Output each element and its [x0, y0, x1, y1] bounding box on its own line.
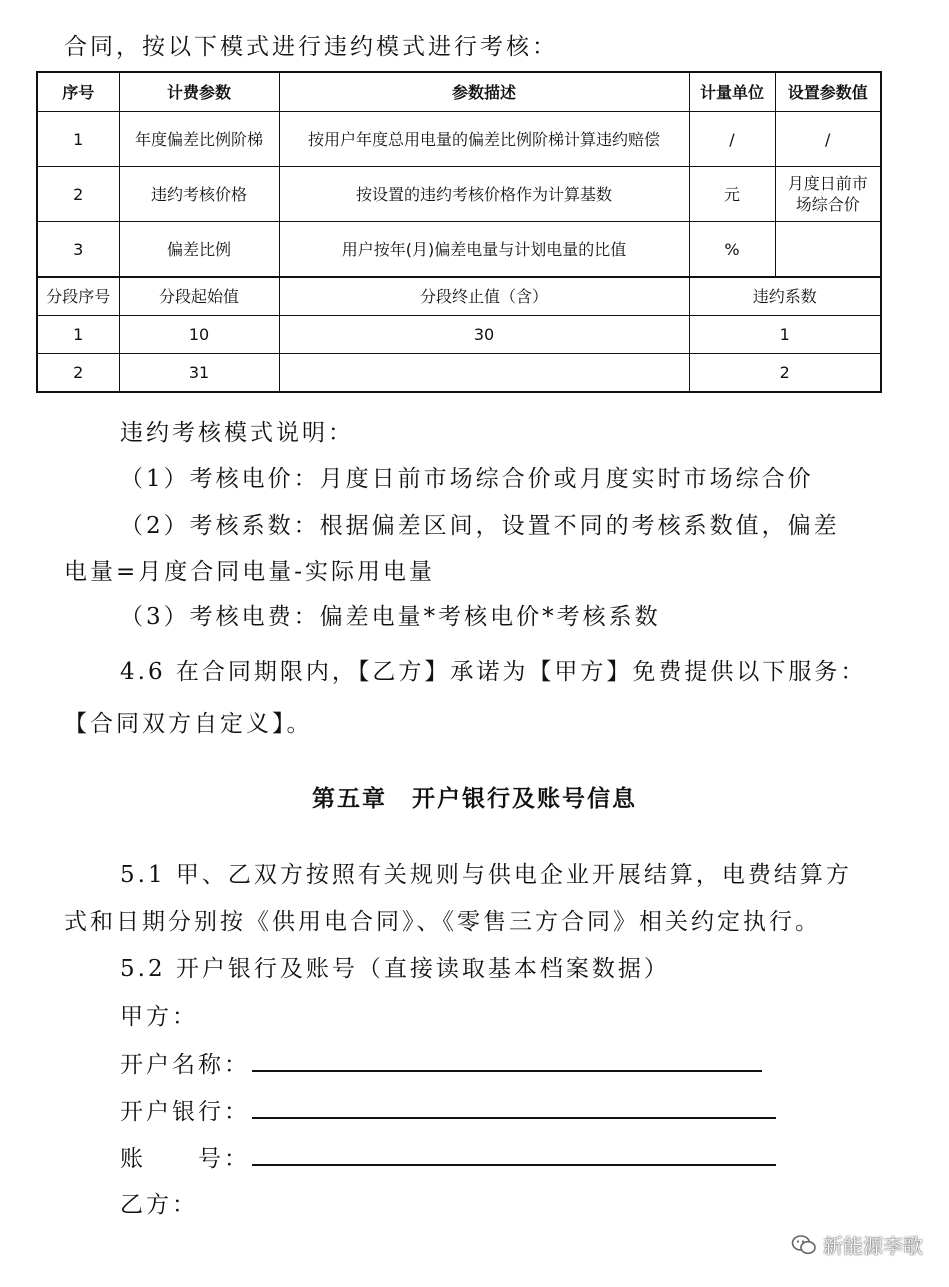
table-cell: 2	[37, 167, 119, 222]
segment-cell: 31	[119, 354, 279, 393]
header-cell: 计费参数	[119, 72, 279, 112]
account-no-label: 账 号：	[120, 1146, 250, 1172]
watermark	[791, 1230, 923, 1259]
watermark-text: 新能源李歌	[823, 1234, 923, 1258]
segment-cell: 30	[279, 316, 689, 354]
table-cell: 按设置的违约考核价格作为计算基数	[279, 167, 689, 222]
table-cell: 按用户年度总用电量的偏差比例阶梯计算违约赔偿	[279, 112, 689, 167]
segment-row	[37, 316, 881, 354]
table-cell: %	[689, 222, 775, 278]
clause-4-6-line-2: 【合同双方自定义】。	[64, 711, 313, 737]
header-cell: 参数描述	[279, 72, 689, 112]
table-cell: 3	[37, 222, 119, 278]
table-cell: /	[775, 112, 881, 167]
assessment-table	[36, 71, 882, 393]
segment-cell	[279, 354, 689, 393]
bank-label: 开户银行：	[120, 1099, 250, 1125]
header-cell: 序号	[37, 72, 119, 112]
table-header-row	[37, 72, 881, 112]
segment-cell: 2	[37, 354, 119, 393]
segment-header-row	[37, 277, 881, 316]
header-cell: 计量单位	[689, 72, 775, 112]
table-cell: 年度偏差比例阶梯	[119, 112, 279, 167]
note-item-2-line-1: （2）考核系数：根据偏差区间，设置不同的考核系数值，偏差	[120, 513, 840, 539]
table-cell: 违约考核价格	[119, 167, 279, 222]
note-item-3: （3）考核电费：偏差电量*考核电价*考核系数	[120, 604, 661, 630]
segment-header-cell: 分段序号	[37, 277, 119, 316]
clause-5-1-line-2: 式和日期分别按《供用电合同》、《零售三方合同》相关约定执行。	[64, 909, 821, 935]
party-b-label: 乙方：	[120, 1192, 198, 1218]
account-name-label: 开户名称：	[120, 1052, 250, 1078]
bank-field	[252, 1117, 776, 1119]
account-name-field	[252, 1070, 762, 1072]
chapter-title: 第五章 开户银行及账号信息	[312, 786, 637, 812]
segment-cell: 2	[689, 354, 881, 393]
table-cell: 用户按年(月)偏差电量与计划电量的比值	[279, 222, 689, 278]
notes-heading: 违约考核模式说明：	[120, 420, 354, 446]
segment-header-cell: 分段起始值	[119, 277, 279, 316]
table-row	[37, 167, 881, 222]
table-cell: 偏差比例	[119, 222, 279, 278]
table-cell: 1	[37, 112, 119, 167]
table-cell: /	[689, 112, 775, 167]
segment-header-cell: 违约系数	[689, 277, 881, 316]
table-cell: 元	[689, 167, 775, 222]
table-cell	[775, 222, 881, 278]
segment-row	[37, 354, 881, 393]
intro-line: 合同，按以下模式进行违约模式进行考核：	[64, 34, 558, 60]
table-row	[37, 222, 881, 278]
segment-cell: 10	[119, 316, 279, 354]
segment-header-cell: 分段终止值（含）	[279, 277, 689, 316]
table-cell: 月度日前市场综合价	[775, 167, 881, 222]
wechat-icon	[791, 1234, 817, 1256]
clause-5-1-line-1: 5.1 甲、乙双方按照有关规则与供电企业开展结算，电费结算方	[120, 862, 852, 888]
clause-5-2: 5.2 开户银行及账号（直接读取基本档案数据）	[120, 956, 670, 982]
party-a-label: 甲方：	[120, 1004, 198, 1030]
table-row	[37, 112, 881, 167]
segment-cell: 1	[689, 316, 881, 354]
header-cell: 设置参数值	[775, 72, 881, 112]
note-item-1: （1）考核电价：月度日前市场综合价或月度实时市场综合价	[120, 466, 814, 492]
clause-4-6-line-1: 4.6 在合同期限内，【乙方】承诺为【甲方】免费提供以下服务：	[120, 659, 867, 685]
account-no-field	[252, 1164, 776, 1166]
note-item-2-line-2: 电量=月度合同电量-实际用电量	[64, 559, 436, 585]
segment-cell: 1	[37, 316, 119, 354]
